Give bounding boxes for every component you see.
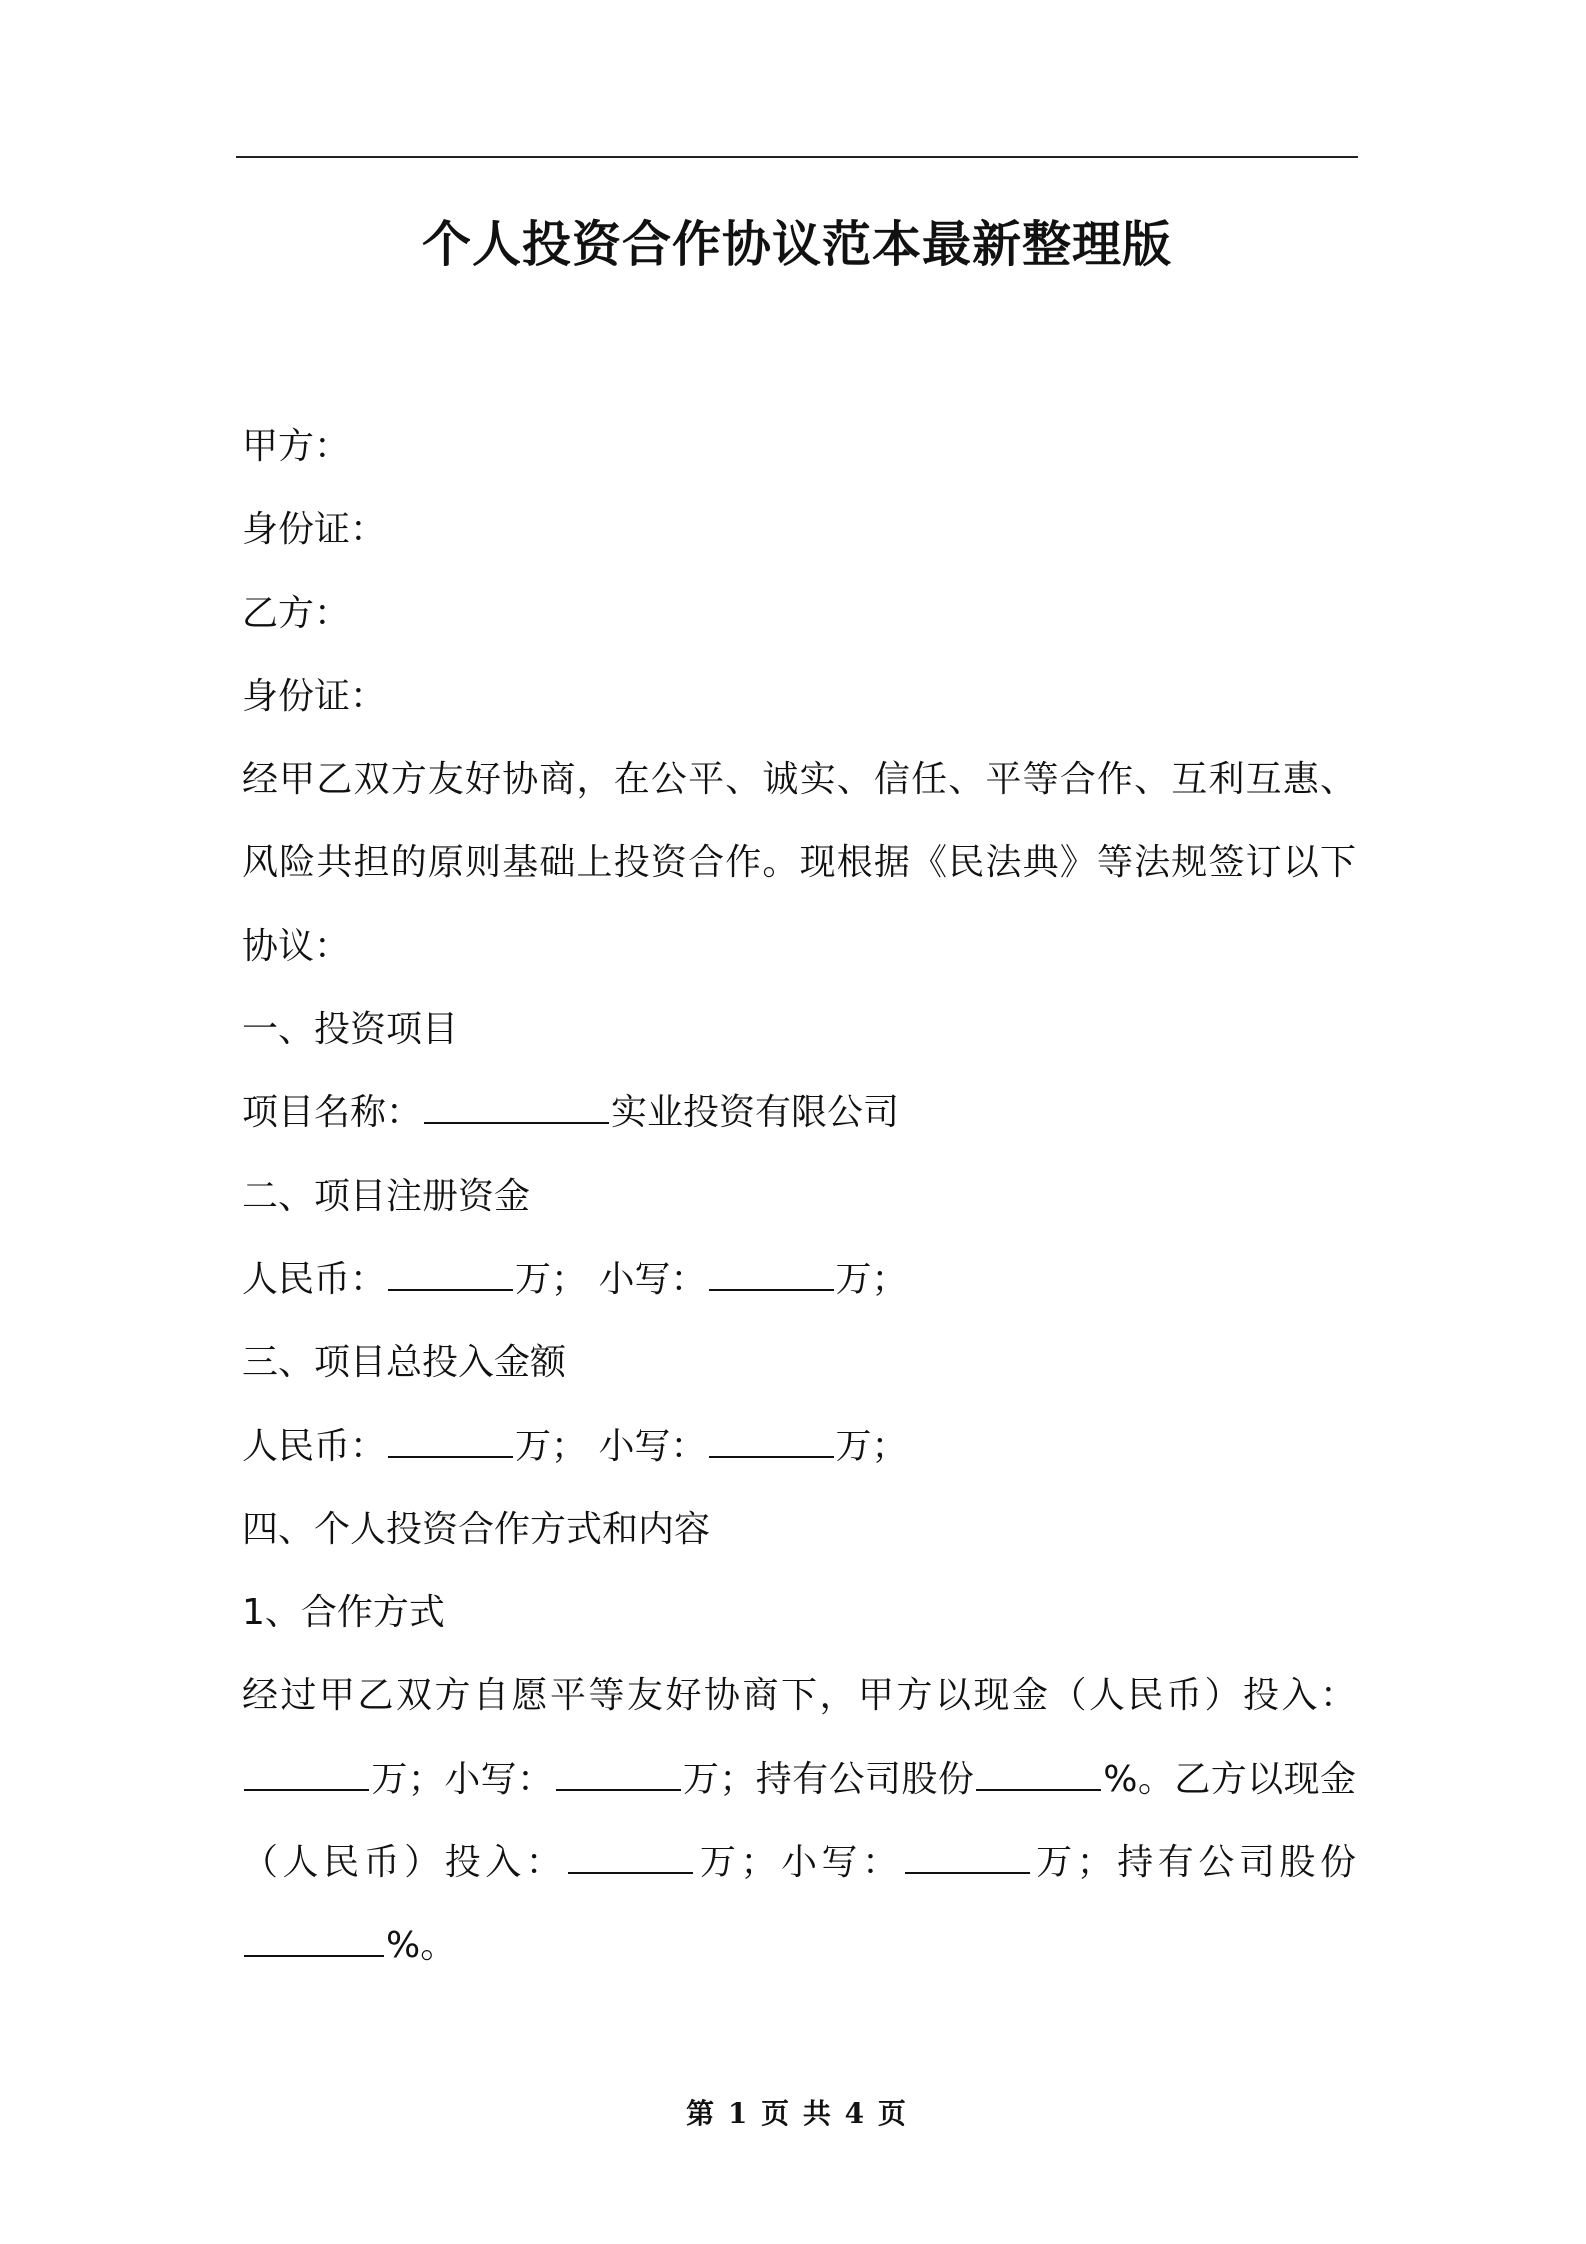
cooperation-line-1: 经过甲乙双方自愿平等友好协商下，甲方以现金（人民币）投入： — [242, 1675, 1356, 1717]
id-a-label: 身份证： — [242, 509, 387, 551]
section-4-heading: 四、个人投资合作方式和内容 — [242, 1508, 711, 1550]
small-a-blank — [556, 1759, 681, 1791]
small-blank — [709, 1259, 834, 1291]
small-label: 小写： — [598, 1425, 707, 1467]
rmb-blank — [388, 1426, 513, 1458]
investment-a-blank — [244, 1759, 369, 1791]
small-b-blank — [905, 1842, 1030, 1874]
coop-3a: （人民币）投入： — [242, 1842, 567, 1884]
share-a-blank — [976, 1759, 1101, 1791]
wan-label: 万； — [515, 1425, 588, 1467]
coop-2c: %。乙方以现金 — [1103, 1758, 1356, 1800]
rmb-label: 人民币： — [242, 1425, 387, 1467]
page-footer: 第 1 页 共 4 页 — [686, 2097, 908, 2130]
coop-2b: 万；持有公司股份 — [682, 1758, 975, 1800]
project-name-suffix: 实业投资有限公司 — [611, 1092, 900, 1134]
party-a-label: 甲方： — [242, 426, 351, 467]
project-name-blank — [424, 1092, 609, 1124]
section-2-heading: 二、项目注册资金 — [242, 1175, 531, 1217]
header-rule — [236, 156, 1358, 158]
share-b-blank — [244, 1925, 384, 1957]
intro-line-3: 协议： — [242, 925, 351, 967]
wan-label: 万； — [515, 1258, 588, 1300]
coop-4: %。 — [386, 1925, 457, 1967]
total-investment-line — [242, 1405, 1356, 1488]
small-label: 小写： — [598, 1258, 707, 1300]
coop-2a: 万；小写： — [371, 1758, 554, 1800]
cooperation-line-3 — [242, 1821, 1356, 1904]
document-body — [242, 405, 1356, 1988]
section-3-heading: 三、项目总投入金额 — [242, 1342, 567, 1384]
registered-capital-line — [242, 1238, 1356, 1321]
party-b-label: 乙方： — [242, 592, 351, 634]
rmb-blank — [388, 1259, 513, 1291]
intro-line-1: 经甲乙双方友好协商，在公平、诚实、信任、平等合作、互利互惠、 — [242, 759, 1356, 801]
coop-3b: 万；小写： — [695, 1842, 903, 1884]
document-title: 个人投资合作协议范本最新整理版 — [421, 216, 1172, 273]
id-b-label: 身份证： — [242, 675, 387, 717]
project-name-line — [242, 1071, 1356, 1154]
cooperation-line-2 — [242, 1738, 1356, 1821]
section-1-heading: 一、投资项目 — [242, 1009, 459, 1051]
project-name-label: 项目名称： — [242, 1092, 423, 1134]
subsection-1-heading: 1、合作方式 — [242, 1592, 445, 1634]
cooperation-line-4 — [242, 1904, 1356, 1987]
rmb-label: 人民币： — [242, 1258, 387, 1300]
wan-end-label: 万； — [835, 1258, 908, 1300]
coop-3c: 万；持有公司股份 — [1031, 1842, 1356, 1884]
small-blank — [709, 1426, 834, 1458]
investment-b-blank — [568, 1842, 693, 1874]
wan-end-label: 万； — [835, 1425, 908, 1467]
intro-line-2: 风险共担的原则基础上投资合作。现根据《民法典》等法规签订以下 — [242, 842, 1356, 884]
